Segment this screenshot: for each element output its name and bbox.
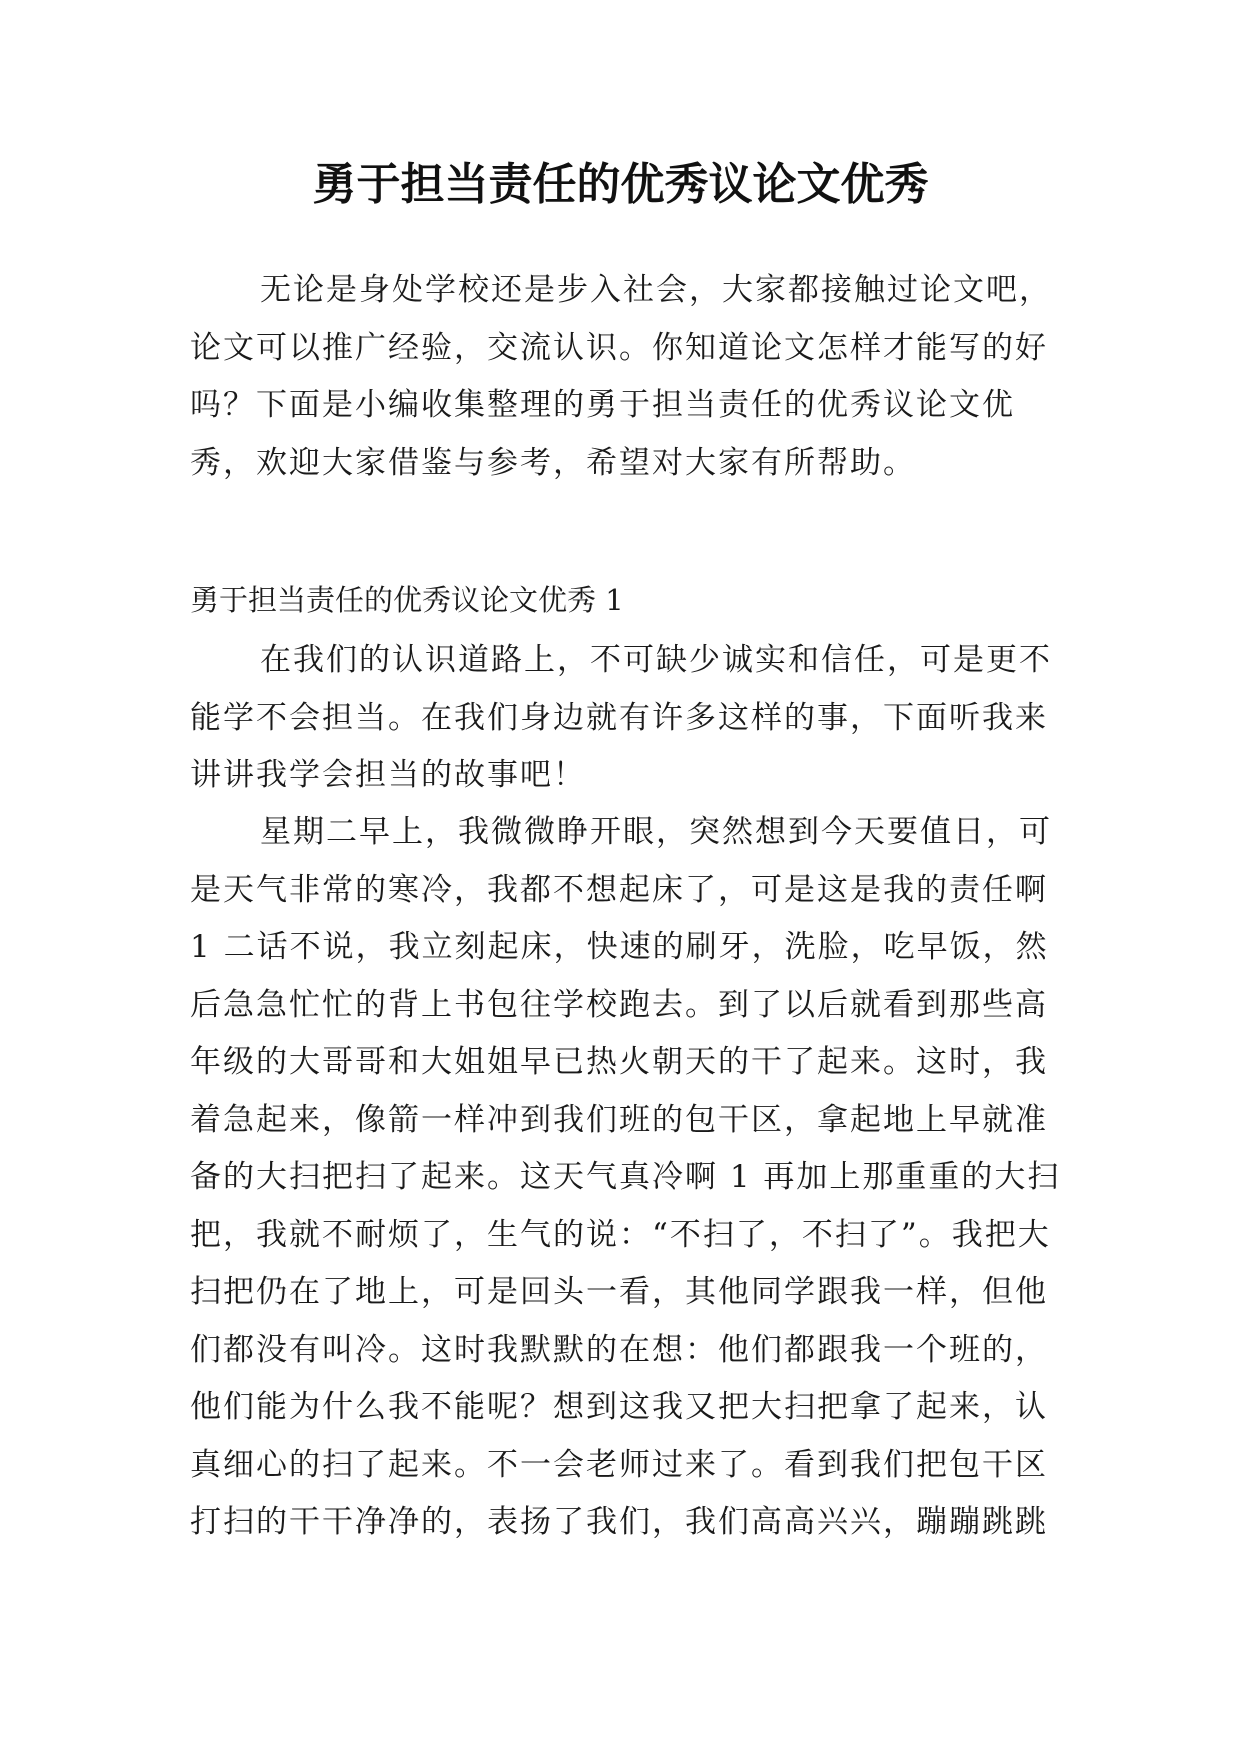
text-line: 1 二话不说，我立刻起床，快速的刷牙，洗脸，吃早饭，然: [190, 929, 1049, 965]
text-line: 论文可以推广经验，交流认识。你知道论文怎样才能写的好: [190, 329, 1048, 366]
text-line: 秀，欢迎大家借鉴与参考，希望对大家有所帮助。: [190, 444, 916, 481]
text-line: 无论是身处学校还是步入社会，大家都接触过论文吧，: [260, 272, 1052, 308]
section-heading: 勇于担当责任的优秀议论文优秀 1: [190, 583, 624, 617]
text-line: 后急急忙忙的背上书包往学校跑去。到了以后就看到那些高: [190, 986, 1048, 1023]
document-title: 勇于担当责任的优秀议论文优秀: [312, 159, 929, 210]
text-line: 扫把仍在了地上，可是回头一看，其他同学跟我一样，但他: [190, 1274, 1048, 1310]
intro-paragraph: [190, 262, 1065, 492]
text-line: 们都没有叫冷。这时我默默的在想：他们都跟我一个班的，: [190, 1331, 1048, 1368]
text-line: 真细心的扫了起来。不一会老师过来了。看到我们把包干区: [190, 1446, 1048, 1483]
paragraph-1: [190, 632, 1065, 805]
text-line: 吗？下面是小编收集整理的勇于担当责任的优秀议论文优: [190, 387, 1015, 423]
text-line: 在我们的认识道路上，不可缺少诚实和信任，可是更不: [260, 642, 1052, 678]
text-line: 打扫的干干净净的，表扬了我们，我们高高兴兴，蹦蹦跳跳: [190, 1504, 1048, 1540]
paragraph-2: [190, 804, 1065, 1552]
text-line: 备的大扫把扫了起来。这天气真冷啊 1 再加上那重重的大扫: [190, 1159, 1061, 1195]
text-line: 年级的大哥哥和大姐姐早已热火朝天的干了起来。这时，我: [190, 1044, 1048, 1080]
text-line: 着急起来，像箭一样冲到我们班的包干区，拿起地上早就准: [190, 1101, 1048, 1138]
text-line: 能学不会担当。在我们身边就有许多这样的事，下面听我来: [190, 699, 1048, 736]
text-line: 他们能为什么我不能呢？想到这我又把大扫把拿了起来，认: [190, 1389, 1048, 1425]
text-line: 是天气非常的寒冷，我都不想起床了，可是这是我的责任啊: [190, 871, 1048, 908]
text-line: 星期二早上，我微微睁开眼，突然想到今天要值日，可: [260, 814, 1052, 850]
text-line: 把，我就不耐烦了，生气的说：“不扫了，不扫了”。我把大: [190, 1216, 1051, 1253]
text-line: 讲讲我学会担当的故事吧！: [190, 757, 586, 793]
